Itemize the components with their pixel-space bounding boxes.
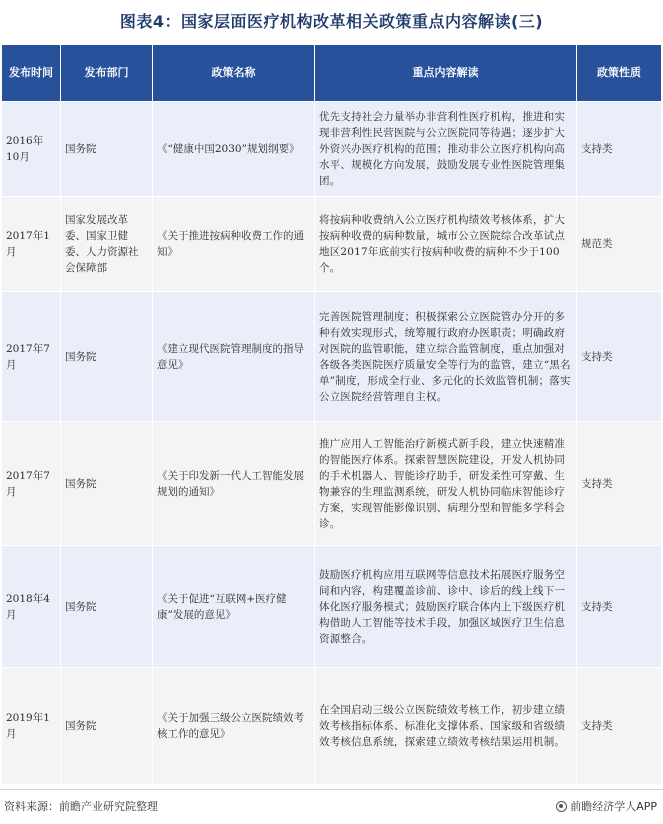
cell-dept: 国家发展改革委、国家卫健委、人力资源社会保障部	[61, 197, 153, 292]
table-row	[2, 102, 662, 197]
cell-content: 完善医院管理制度；积极探索公立医院管办分开的多种有效实现形式，统筹履行政府办医职责；明确政府对医院的监管职能，建立综合监管制度，重点加强对各级各类医院医疗质量安全等行为的监管，建立“黑名单”制度，形成全行业、多元化的长效监管机制；落实公立医院经营管理自主权。	[315, 292, 577, 422]
cell-content: 将按病种收费纳入公立医疗机构绩效考核体系，扩大按病种收费的病种数量，城市公立医院综合改革试点地区2017年底前实行按病种收费的病种不少于100个。	[315, 197, 577, 292]
table-row	[2, 292, 662, 422]
cell-name: 《关于推进按病种收费工作的通知》	[153, 197, 315, 292]
policy-table	[1, 44, 662, 785]
table-row	[2, 668, 662, 785]
cell-date: 2018年4月	[2, 546, 61, 668]
table-row	[2, 197, 662, 292]
cell-type: 支持类	[577, 668, 662, 785]
table-row	[2, 422, 662, 546]
cell-name: 《关于印发新一代人工智能发展规划的通知》	[153, 422, 315, 546]
cell-date: 2016年10月	[2, 102, 61, 197]
brand-label[interactable]	[556, 798, 657, 814]
cell-date: 2017年7月	[2, 292, 61, 422]
cell-content: 推广应用人工智能治疗新模式新手段，建立快速精准的智能医疗体系。探索智慧医院建设，开发人机协同的手术机器人、智能诊疗助手，研发柔性可穿戴、生物兼容的生理监测系统，研发人机协同临床智能诊疗方案，实现智能影像识别、病理分型和智能多学科会诊。	[315, 422, 577, 546]
cell-date: 2019年1月	[2, 668, 61, 785]
cell-type: 规范类	[577, 197, 662, 292]
header-content: 重点内容解读	[315, 45, 577, 102]
cell-content: 在全国启动三级公立医院绩效考核工作，初步建立绩效考核指标体系、标准化支撑体系、国家级和省级绩效考核信息系统，探索建立绩效考核结果运用机制。	[315, 668, 577, 785]
cell-name: 《建立现代医院管理制度的指导意见》	[153, 292, 315, 422]
page-title: 图表4：国家层面医疗机构改革相关政策重点内容解读(三)	[119, 12, 544, 31]
brand-text: 前瞻经济学人APP	[570, 800, 657, 813]
cell-dept: 国务院	[61, 102, 153, 197]
header-dept: 发布部门	[61, 45, 153, 102]
table-header-row	[2, 45, 662, 102]
cell-name: 《关于加强三级公立医院绩效考核工作的意见》	[153, 668, 315, 785]
cell-content: 鼓励医疗机构应用互联网等信息技术拓展医疗服务空间和内容，构建覆盖诊前、诊中、诊后的线上线下一体化医疗服务模式；鼓励医疗联合体内上下级医疗机构借助人工智能等技术手段，加强区域医疗卫生信息资源整合。	[315, 546, 577, 668]
cell-content: 优先支持社会力量举办非营利性医疗机构，推进和实现非营利性民营医院与公立医院同等待遇；逐步扩大外资兴办医疗机构的范围；推动非公立医疗机构向高水平、规模化方向发展，鼓励发展专业性医院管理集团。	[315, 102, 577, 197]
footer	[0, 789, 663, 824]
cell-type: 支持类	[577, 546, 662, 668]
cell-type: 支持类	[577, 102, 662, 197]
cell-dept: 国务院	[61, 292, 153, 422]
source-note: 资料来源：前瞻产业研究院整理	[4, 800, 158, 813]
cell-date: 2017年1月	[2, 197, 61, 292]
cell-type: 支持类	[577, 292, 662, 422]
header-name: 政策名称	[153, 45, 315, 102]
cell-date: 2017年7月	[2, 422, 61, 546]
cell-dept: 国务院	[61, 546, 153, 668]
cell-name: 《关于促进“互联网+医疗健康”发展的意见》	[153, 546, 315, 668]
cell-dept: 国务院	[61, 668, 153, 785]
header-date: 发布时间	[2, 45, 61, 102]
cell-name: 《“健康中国2030”规划纲要》	[153, 102, 315, 197]
at-sign-icon	[556, 801, 567, 812]
table-row	[2, 546, 662, 668]
header-type: 政策性质	[577, 45, 662, 102]
cell-dept: 国务院	[61, 422, 153, 546]
cell-type: 支持类	[577, 422, 662, 546]
